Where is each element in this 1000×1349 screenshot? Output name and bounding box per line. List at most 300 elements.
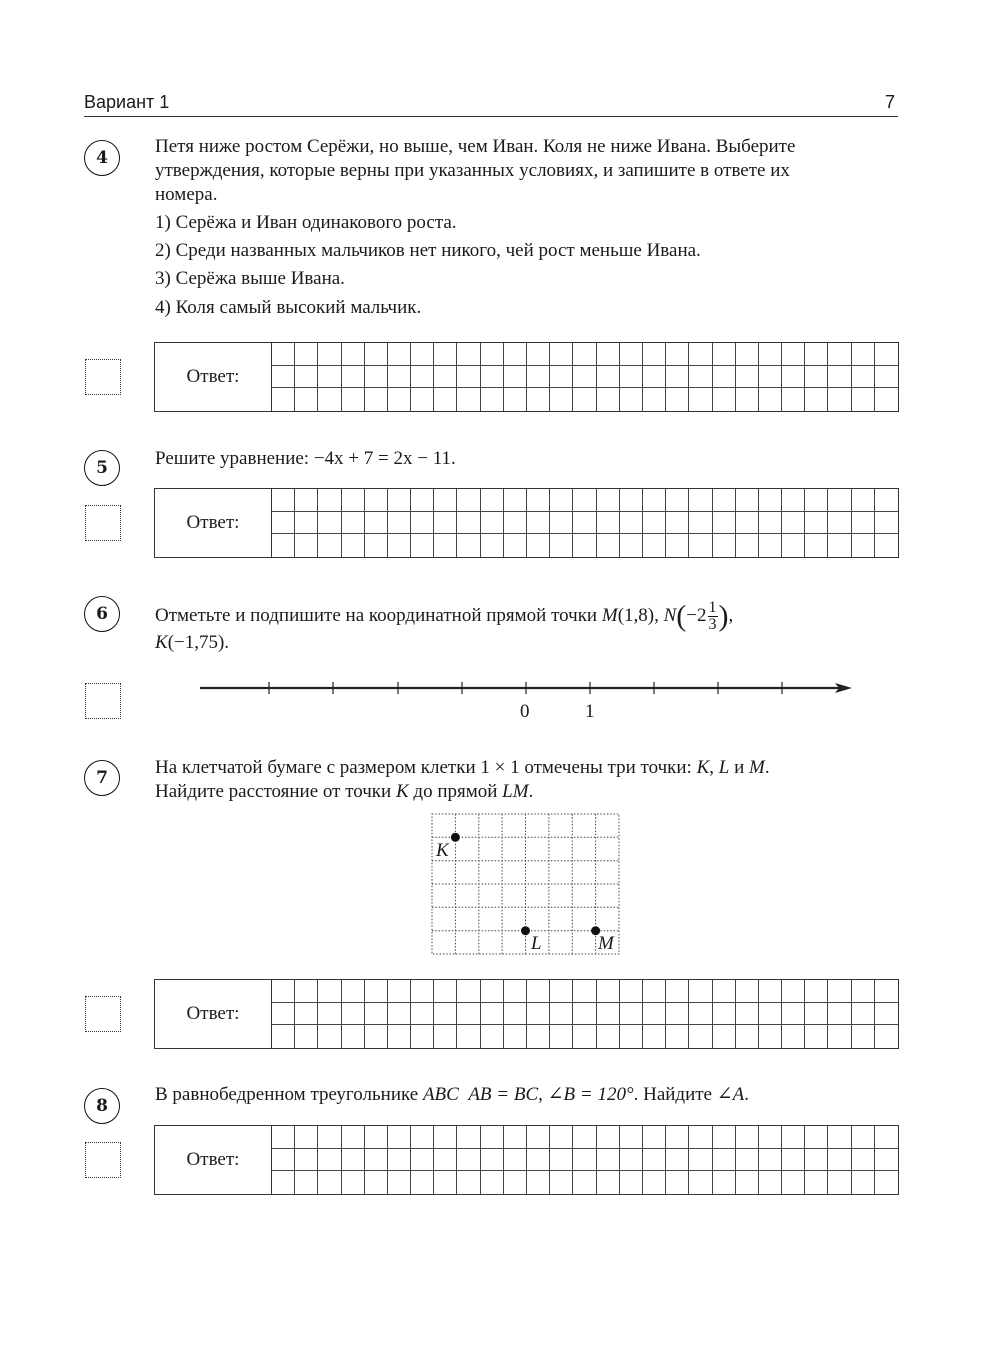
- answer-cell[interactable]: [295, 980, 318, 1003]
- answer-cell[interactable]: [527, 1025, 550, 1048]
- answer-cell[interactable]: [504, 1171, 527, 1194]
- answer-cell[interactable]: [828, 366, 851, 389]
- answer-cell[interactable]: [666, 512, 689, 535]
- answer-cell[interactable]: [457, 1025, 480, 1048]
- answer-cell[interactable]: [457, 388, 480, 411]
- answer-cell[interactable]: [388, 366, 411, 389]
- answer-cell[interactable]: [573, 366, 596, 389]
- answer-cell[interactable]: [782, 534, 805, 557]
- answer-cell[interactable]: [434, 1025, 457, 1048]
- answer-cell[interactable]: [782, 366, 805, 389]
- answer-cell[interactable]: [573, 512, 596, 535]
- answer-cell[interactable]: [388, 980, 411, 1003]
- answer-cell[interactable]: [643, 388, 666, 411]
- answer-cell[interactable]: [620, 512, 643, 535]
- answer-cell[interactable]: [805, 1149, 828, 1172]
- answer-cell[interactable]: [689, 1149, 712, 1172]
- answer-cell[interactable]: [852, 366, 875, 389]
- answer-cell[interactable]: [411, 512, 434, 535]
- answer-cell[interactable]: [597, 1171, 620, 1194]
- answer-cell[interactable]: [527, 388, 550, 411]
- answer-cell[interactable]: [736, 366, 759, 389]
- answer-cell[interactable]: [434, 1149, 457, 1172]
- answer-cell[interactable]: [597, 1149, 620, 1172]
- answer-cell[interactable]: [782, 343, 805, 366]
- answer-cell[interactable]: [852, 534, 875, 557]
- answer-cell[interactable]: [457, 1003, 480, 1026]
- answer-cell[interactable]: [782, 980, 805, 1003]
- answer-cell[interactable]: [805, 489, 828, 512]
- answer-cell[interactable]: [365, 388, 388, 411]
- answer-cell[interactable]: [620, 1025, 643, 1048]
- answer-cell[interactable]: [852, 489, 875, 512]
- answer-grid[interactable]: [272, 343, 898, 411]
- answer-cell[interactable]: [620, 534, 643, 557]
- answer-cell[interactable]: [295, 1025, 318, 1048]
- answer-cell[interactable]: [597, 366, 620, 389]
- answer-cell[interactable]: [643, 366, 666, 389]
- answer-cell[interactable]: [550, 980, 573, 1003]
- answer-cell[interactable]: [318, 366, 341, 389]
- answer-cell[interactable]: [736, 1126, 759, 1149]
- answer-cell[interactable]: [457, 366, 480, 389]
- answer-cell[interactable]: [643, 534, 666, 557]
- answer-cell[interactable]: [550, 388, 573, 411]
- answer-cell[interactable]: [875, 489, 898, 512]
- answer-cell[interactable]: [318, 512, 341, 535]
- answer-cell[interactable]: [666, 1025, 689, 1048]
- answer-cell[interactable]: [666, 980, 689, 1003]
- answer-cell[interactable]: [457, 1126, 480, 1149]
- answer-cell[interactable]: [388, 534, 411, 557]
- answer-cell[interactable]: [828, 1025, 851, 1048]
- answer-cell[interactable]: [527, 1149, 550, 1172]
- answer-cell[interactable]: [805, 366, 828, 389]
- answer-cell[interactable]: [666, 1171, 689, 1194]
- answer-cell[interactable]: [852, 1171, 875, 1194]
- answer-cell[interactable]: [272, 388, 295, 411]
- answer-cell[interactable]: [782, 388, 805, 411]
- answer-cell[interactable]: [434, 1003, 457, 1026]
- answer-cell[interactable]: [342, 980, 365, 1003]
- answer-cell[interactable]: [457, 489, 480, 512]
- answer-cell[interactable]: [620, 388, 643, 411]
- answer-cell[interactable]: [805, 534, 828, 557]
- answer-cell[interactable]: [481, 1025, 504, 1048]
- answer-cell[interactable]: [759, 388, 782, 411]
- answer-cell[interactable]: [481, 980, 504, 1003]
- answer-cell[interactable]: [759, 1025, 782, 1048]
- answer-cell[interactable]: [736, 534, 759, 557]
- answer-cell[interactable]: [620, 366, 643, 389]
- answer-cell[interactable]: [875, 1126, 898, 1149]
- answer-cell[interactable]: [666, 534, 689, 557]
- answer-cell[interactable]: [852, 1003, 875, 1026]
- answer-cell[interactable]: [295, 1171, 318, 1194]
- answer-cell[interactable]: [411, 489, 434, 512]
- answer-cell[interactable]: [481, 512, 504, 535]
- answer-cell[interactable]: [550, 534, 573, 557]
- answer-cell[interactable]: [434, 512, 457, 535]
- answer-cell[interactable]: [342, 1003, 365, 1026]
- answer-cell[interactable]: [852, 388, 875, 411]
- answer-cell[interactable]: [365, 366, 388, 389]
- answer-cell[interactable]: [388, 1025, 411, 1048]
- answer-cell[interactable]: [434, 534, 457, 557]
- answer-cell[interactable]: [759, 1126, 782, 1149]
- answer-cell[interactable]: [527, 343, 550, 366]
- answer-cell[interactable]: [875, 343, 898, 366]
- answer-cell[interactable]: [620, 980, 643, 1003]
- answer-cell[interactable]: [689, 366, 712, 389]
- answer-cell[interactable]: [736, 980, 759, 1003]
- answer-cell[interactable]: [643, 1003, 666, 1026]
- answer-grid[interactable]: [272, 1126, 898, 1194]
- answer-cell[interactable]: [481, 1003, 504, 1026]
- answer-grid[interactable]: [272, 489, 898, 557]
- answer-cell[interactable]: [550, 343, 573, 366]
- answer-cell[interactable]: [759, 1149, 782, 1172]
- answer-cell[interactable]: [620, 489, 643, 512]
- answer-cell[interactable]: [550, 1025, 573, 1048]
- answer-cell[interactable]: [759, 512, 782, 535]
- answer-cell[interactable]: [504, 512, 527, 535]
- answer-cell[interactable]: [527, 980, 550, 1003]
- answer-cell[interactable]: [342, 1126, 365, 1149]
- answer-cell[interactable]: [365, 1126, 388, 1149]
- answer-cell[interactable]: [620, 1126, 643, 1149]
- answer-cell[interactable]: [573, 388, 596, 411]
- answer-cell[interactable]: [504, 366, 527, 389]
- answer-cell[interactable]: [643, 1149, 666, 1172]
- answer-cell[interactable]: [666, 366, 689, 389]
- answer-cell[interactable]: [504, 534, 527, 557]
- answer-cell[interactable]: [411, 1025, 434, 1048]
- answer-cell[interactable]: [388, 512, 411, 535]
- answer-cell[interactable]: [272, 489, 295, 512]
- answer-cell[interactable]: [365, 1003, 388, 1026]
- answer-cell[interactable]: [457, 980, 480, 1003]
- answer-cell[interactable]: [573, 534, 596, 557]
- answer-cell[interactable]: [782, 1149, 805, 1172]
- answer-cell[interactable]: [805, 980, 828, 1003]
- answer-cell[interactable]: [272, 343, 295, 366]
- answer-cell[interactable]: [434, 388, 457, 411]
- answer-cell[interactable]: [597, 489, 620, 512]
- answer-field-5[interactable]: [154, 488, 899, 558]
- answer-cell[interactable]: [736, 512, 759, 535]
- answer-cell[interactable]: [782, 512, 805, 535]
- answer-cell[interactable]: [388, 1003, 411, 1026]
- answer-cell[interactable]: [875, 1171, 898, 1194]
- answer-cell[interactable]: [573, 980, 596, 1003]
- answer-cell[interactable]: [666, 1126, 689, 1149]
- answer-cell[interactable]: [342, 343, 365, 366]
- answer-cell[interactable]: [573, 1003, 596, 1026]
- answer-cell[interactable]: [875, 1003, 898, 1026]
- answer-cell[interactable]: [852, 1126, 875, 1149]
- answer-cell[interactable]: [504, 489, 527, 512]
- answer-cell[interactable]: [434, 1171, 457, 1194]
- answer-cell[interactable]: [689, 534, 712, 557]
- answer-cell[interactable]: [434, 1126, 457, 1149]
- answer-cell[interactable]: [504, 980, 527, 1003]
- answer-cell[interactable]: [457, 1171, 480, 1194]
- answer-cell[interactable]: [342, 1149, 365, 1172]
- answer-cell[interactable]: [805, 343, 828, 366]
- answer-cell[interactable]: [736, 1149, 759, 1172]
- answer-cell[interactable]: [457, 343, 480, 366]
- answer-grid[interactable]: [272, 980, 898, 1048]
- answer-cell[interactable]: [527, 1171, 550, 1194]
- answer-cell[interactable]: [805, 512, 828, 535]
- answer-field-8[interactable]: [154, 1125, 899, 1195]
- answer-cell[interactable]: [272, 1003, 295, 1026]
- answer-cell[interactable]: [457, 1149, 480, 1172]
- answer-cell[interactable]: [573, 343, 596, 366]
- answer-cell[interactable]: [759, 534, 782, 557]
- answer-cell[interactable]: [782, 489, 805, 512]
- answer-cell[interactable]: [481, 1171, 504, 1194]
- answer-cell[interactable]: [828, 512, 851, 535]
- answer-cell[interactable]: [713, 388, 736, 411]
- answer-cell[interactable]: [550, 1149, 573, 1172]
- answer-cell[interactable]: [713, 1126, 736, 1149]
- answer-cell[interactable]: [342, 366, 365, 389]
- answer-cell[interactable]: [666, 388, 689, 411]
- answer-cell[interactable]: [411, 366, 434, 389]
- answer-cell[interactable]: [411, 1171, 434, 1194]
- answer-cell[interactable]: [573, 1025, 596, 1048]
- answer-cell[interactable]: [736, 343, 759, 366]
- answer-cell[interactable]: [411, 1149, 434, 1172]
- answer-cell[interactable]: [597, 343, 620, 366]
- answer-cell[interactable]: [481, 489, 504, 512]
- answer-cell[interactable]: [689, 980, 712, 1003]
- answer-cell[interactable]: [318, 1003, 341, 1026]
- answer-cell[interactable]: [388, 489, 411, 512]
- answer-cell[interactable]: [342, 512, 365, 535]
- answer-cell[interactable]: [550, 512, 573, 535]
- answer-cell[interactable]: [828, 1003, 851, 1026]
- answer-cell[interactable]: [643, 1171, 666, 1194]
- answer-cell[interactable]: [828, 388, 851, 411]
- answer-cell[interactable]: [713, 366, 736, 389]
- answer-cell[interactable]: [481, 388, 504, 411]
- answer-cell[interactable]: [713, 1171, 736, 1194]
- answer-cell[interactable]: [828, 489, 851, 512]
- answer-cell[interactable]: [689, 512, 712, 535]
- answer-cell[interactable]: [295, 366, 318, 389]
- answer-cell[interactable]: [597, 980, 620, 1003]
- answer-cell[interactable]: [689, 388, 712, 411]
- answer-cell[interactable]: [573, 1126, 596, 1149]
- answer-cell[interactable]: [411, 1003, 434, 1026]
- answer-cell[interactable]: [365, 980, 388, 1003]
- answer-cell[interactable]: [318, 1025, 341, 1048]
- answer-cell[interactable]: [759, 1171, 782, 1194]
- answer-cell[interactable]: [597, 534, 620, 557]
- answer-cell[interactable]: [620, 1003, 643, 1026]
- answer-cell[interactable]: [643, 1025, 666, 1048]
- answer-cell[interactable]: [736, 1025, 759, 1048]
- answer-cell[interactable]: [342, 1025, 365, 1048]
- answer-cell[interactable]: [504, 1003, 527, 1026]
- answer-cell[interactable]: [643, 1126, 666, 1149]
- answer-cell[interactable]: [504, 1126, 527, 1149]
- answer-cell[interactable]: [736, 489, 759, 512]
- answer-cell[interactable]: [527, 534, 550, 557]
- answer-cell[interactable]: [527, 366, 550, 389]
- answer-cell[interactable]: [828, 1126, 851, 1149]
- answer-cell[interactable]: [272, 534, 295, 557]
- answer-cell[interactable]: [597, 512, 620, 535]
- answer-cell[interactable]: [481, 534, 504, 557]
- answer-cell[interactable]: [295, 1149, 318, 1172]
- answer-cell[interactable]: [318, 980, 341, 1003]
- answer-cell[interactable]: [388, 1126, 411, 1149]
- answer-cell[interactable]: [342, 388, 365, 411]
- answer-field-7[interactable]: [154, 979, 899, 1049]
- answer-cell[interactable]: [666, 343, 689, 366]
- answer-cell[interactable]: [365, 489, 388, 512]
- answer-cell[interactable]: [666, 489, 689, 512]
- answer-cell[interactable]: [875, 366, 898, 389]
- answer-cell[interactable]: [828, 980, 851, 1003]
- answer-cell[interactable]: [759, 366, 782, 389]
- answer-cell[interactable]: [550, 1003, 573, 1026]
- answer-field-4[interactable]: [154, 342, 899, 412]
- answer-cell[interactable]: [805, 1025, 828, 1048]
- answer-cell[interactable]: [550, 489, 573, 512]
- answer-cell[interactable]: [689, 1171, 712, 1194]
- answer-cell[interactable]: [318, 388, 341, 411]
- answer-cell[interactable]: [689, 1003, 712, 1026]
- answer-cell[interactable]: [597, 1126, 620, 1149]
- answer-cell[interactable]: [272, 1126, 295, 1149]
- answer-cell[interactable]: [875, 1025, 898, 1048]
- answer-cell[interactable]: [295, 1003, 318, 1026]
- answer-cell[interactable]: [388, 388, 411, 411]
- answer-cell[interactable]: [782, 1171, 805, 1194]
- answer-cell[interactable]: [852, 1149, 875, 1172]
- answer-cell[interactable]: [434, 980, 457, 1003]
- answer-cell[interactable]: [597, 1025, 620, 1048]
- answer-cell[interactable]: [689, 1025, 712, 1048]
- answer-cell[interactable]: [573, 1171, 596, 1194]
- answer-cell[interactable]: [365, 512, 388, 535]
- answer-cell[interactable]: [828, 534, 851, 557]
- answer-cell[interactable]: [643, 343, 666, 366]
- answer-cell[interactable]: [365, 343, 388, 366]
- answer-cell[interactable]: [342, 489, 365, 512]
- answer-cell[interactable]: [736, 388, 759, 411]
- answer-cell[interactable]: [272, 980, 295, 1003]
- answer-cell[interactable]: [782, 1025, 805, 1048]
- answer-cell[interactable]: [318, 1126, 341, 1149]
- answer-cell[interactable]: [689, 1126, 712, 1149]
- answer-cell[interactable]: [805, 1171, 828, 1194]
- answer-cell[interactable]: [457, 534, 480, 557]
- answer-cell[interactable]: [875, 534, 898, 557]
- answer-cell[interactable]: [759, 1003, 782, 1026]
- answer-cell[interactable]: [713, 1003, 736, 1026]
- answer-cell[interactable]: [318, 489, 341, 512]
- answer-cell[interactable]: [318, 343, 341, 366]
- answer-cell[interactable]: [713, 1149, 736, 1172]
- answer-cell[interactable]: [434, 366, 457, 389]
- answer-cell[interactable]: [597, 388, 620, 411]
- answer-cell[interactable]: [295, 489, 318, 512]
- answer-cell[interactable]: [689, 343, 712, 366]
- answer-cell[interactable]: [318, 1171, 341, 1194]
- answer-cell[interactable]: [759, 343, 782, 366]
- answer-cell[interactable]: [481, 343, 504, 366]
- answer-cell[interactable]: [713, 980, 736, 1003]
- answer-cell[interactable]: [481, 1149, 504, 1172]
- answer-cell[interactable]: [550, 366, 573, 389]
- answer-cell[interactable]: [365, 1149, 388, 1172]
- answer-cell[interactable]: [759, 980, 782, 1003]
- answer-cell[interactable]: [805, 388, 828, 411]
- answer-cell[interactable]: [643, 980, 666, 1003]
- answer-cell[interactable]: [736, 1171, 759, 1194]
- answer-cell[interactable]: [295, 388, 318, 411]
- answer-cell[interactable]: [342, 1171, 365, 1194]
- answer-cell[interactable]: [411, 534, 434, 557]
- answer-cell[interactable]: [550, 1126, 573, 1149]
- answer-cell[interactable]: [318, 1149, 341, 1172]
- answer-cell[interactable]: [365, 534, 388, 557]
- answer-cell[interactable]: [388, 1149, 411, 1172]
- answer-cell[interactable]: [759, 489, 782, 512]
- answer-cell[interactable]: [573, 1149, 596, 1172]
- answer-cell[interactable]: [411, 343, 434, 366]
- answer-cell[interactable]: [481, 366, 504, 389]
- answer-cell[interactable]: [828, 1149, 851, 1172]
- answer-cell[interactable]: [852, 980, 875, 1003]
- answer-cell[interactable]: [527, 512, 550, 535]
- answer-cell[interactable]: [828, 343, 851, 366]
- answer-cell[interactable]: [875, 388, 898, 411]
- answer-cell[interactable]: [365, 1171, 388, 1194]
- answer-cell[interactable]: [828, 1171, 851, 1194]
- answer-cell[interactable]: [736, 1003, 759, 1026]
- answer-cell[interactable]: [597, 1003, 620, 1026]
- answer-cell[interactable]: [434, 489, 457, 512]
- answer-cell[interactable]: [713, 534, 736, 557]
- answer-cell[interactable]: [875, 512, 898, 535]
- answer-cell[interactable]: [504, 343, 527, 366]
- answer-cell[interactable]: [411, 388, 434, 411]
- answer-cell[interactable]: [527, 1126, 550, 1149]
- answer-cell[interactable]: [504, 1025, 527, 1048]
- answer-cell[interactable]: [573, 489, 596, 512]
- answer-cell[interactable]: [318, 534, 341, 557]
- answer-cell[interactable]: [411, 980, 434, 1003]
- answer-cell[interactable]: [295, 512, 318, 535]
- answer-cell[interactable]: [782, 1003, 805, 1026]
- answer-cell[interactable]: [272, 1025, 295, 1048]
- answer-cell[interactable]: [713, 489, 736, 512]
- answer-cell[interactable]: [388, 1171, 411, 1194]
- answer-cell[interactable]: [666, 1149, 689, 1172]
- answer-cell[interactable]: [388, 343, 411, 366]
- answer-cell[interactable]: [550, 1171, 573, 1194]
- answer-cell[interactable]: [365, 1025, 388, 1048]
- answer-cell[interactable]: [272, 1171, 295, 1194]
- answer-cell[interactable]: [434, 343, 457, 366]
